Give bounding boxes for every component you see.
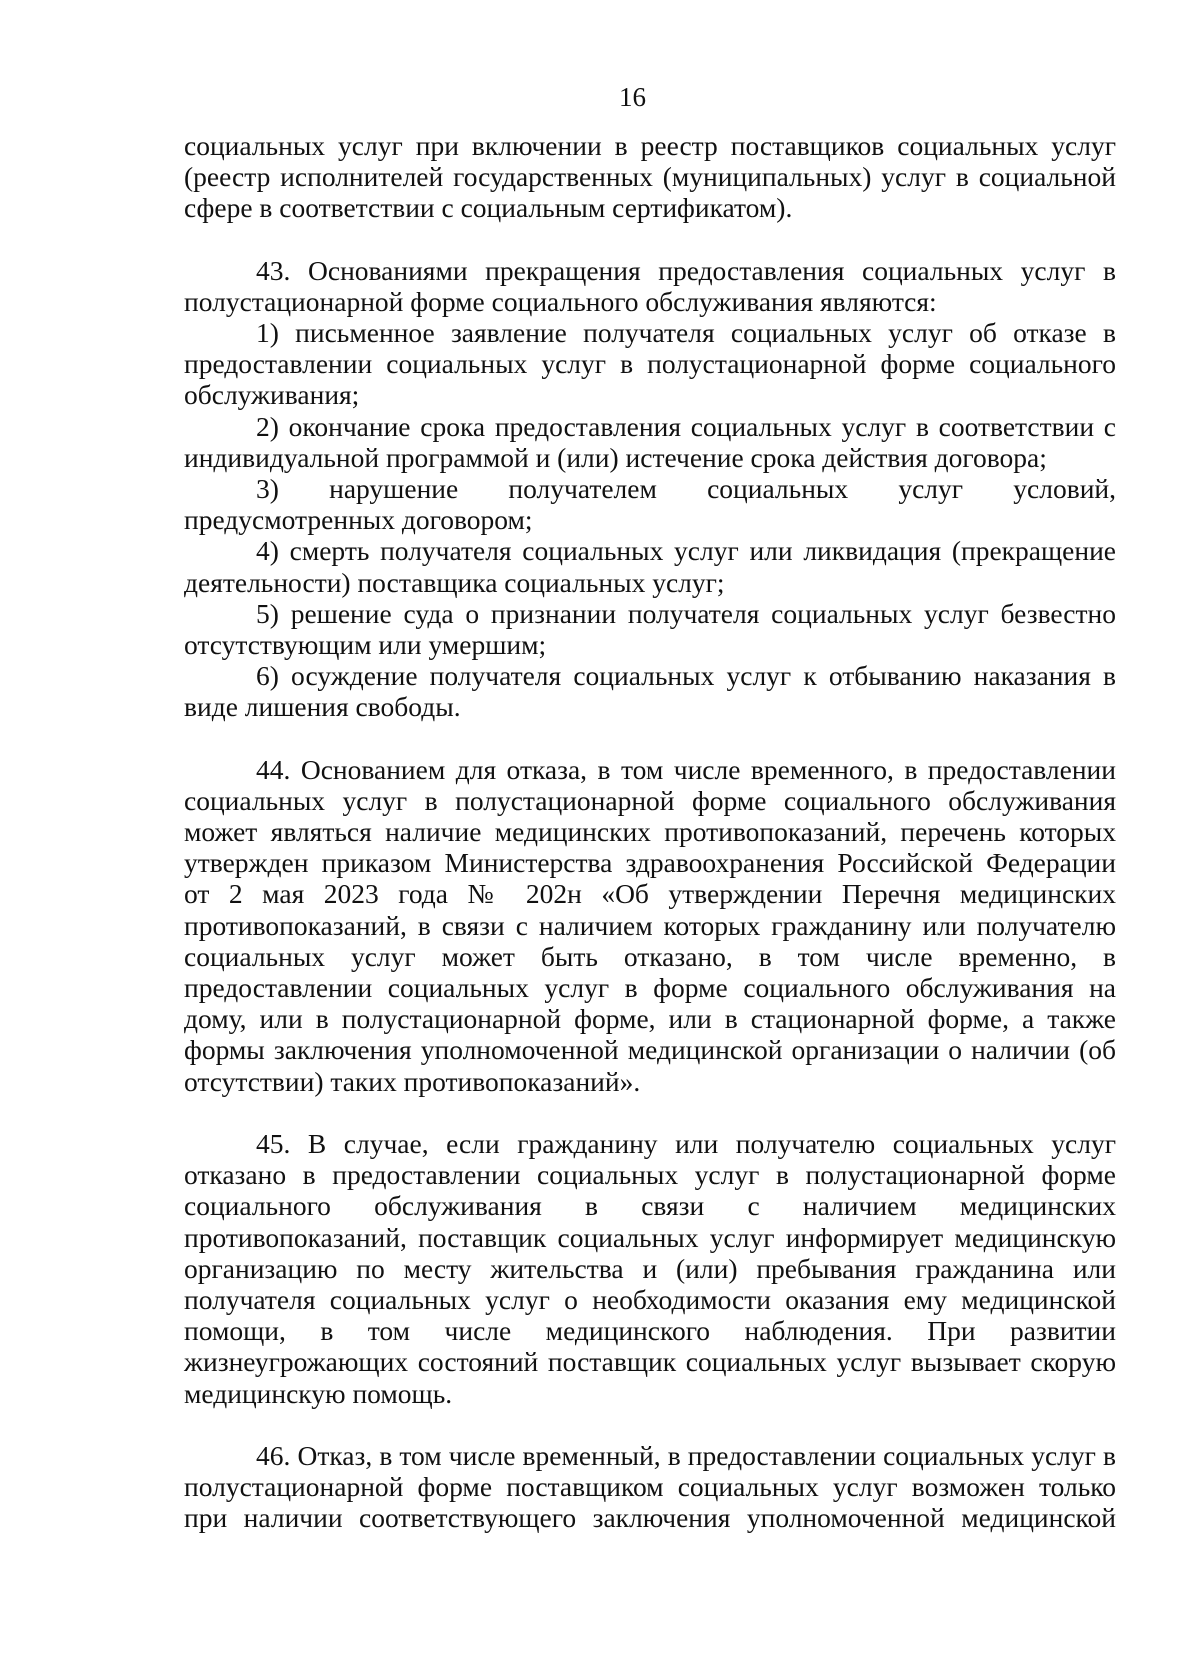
paragraph-intro-continuation: социальных услуг при включении в реестр поставщиков социальных услуг (реестр исполнителей государственных (муниципальных) услуг в социальной сфере в соответствии с социальным сертификатом). bbox=[184, 130, 1116, 224]
paragraph-43-item-5: 5) решение суда о признании получателя социальных услуг безвестно отсутствующим или умершим; bbox=[184, 597, 1116, 661]
paragraph-46: 46. Отказ, в том числе временный, в предоставлении социальных услуг в полустационарной форме поставщиком социальных услуг возможен только при наличии соответствующего заключения уполномоченной медицинской bbox=[184, 1439, 1116, 1534]
paragraph-44: 44. Основанием для отказа, в том числе временного, в предоставлении социальных услуг в полустационарной форме социального обслуживания может являться наличие медицинских противопоказаний, перечень которых утвержден приказом Министерства здравоохранения Российской Федерации от 2 мая 2023 года № 202н «Об утверждении Перечня медицинских противопоказаний, в связи с наличием которых гражданину или получателю социальных услуг может быть отказано, в том числе временно, в предоставлении социальных услуг в форме социального обслуживания на дому, или в полустационарной форме, или в стационарной форме, а также формы заключения уполномоченной медицинской организации о наличии (об отсутствии) таких противопоказаний». bbox=[184, 753, 1116, 1097]
page-number: 16 bbox=[619, 82, 646, 112]
paragraph-43: 43. Основаниями прекращения предоставления социальных услуг в полустационарной форме социального обслуживания являются: bbox=[184, 254, 1116, 317]
paragraph-45: 45. В случае, если гражданину или получателю социальных услуг отказано в предоставлении социальных услуг в полустационарной форме социального обслуживания в связи с наличием медицинских противопоказаний, поставщик социальных услуг информирует медицинскую организацию по месту жительства и (или) пребывания гражданина или получателя социальных услуг о необходимости оказания ему медицинской помощи, в том числе медицинского наблюдения. При развитии жизнеугрожающих состояний поставщик социальных услуг вызывает скорую медицинскую помощь. bbox=[184, 1127, 1116, 1409]
paragraph-43-item-3: 3) нарушение получателем социальных услуг условий, предусмотренных договором; bbox=[184, 473, 1116, 536]
paragraph-43-item-2: 2) окончание срока предоставления социальных услуг в соответствии с индивидуальной программой и (или) истечение срока действия договора; bbox=[184, 410, 1116, 473]
paragraph-43-item-1: 1) письменное заявление получателя социальных услуг об отказе в предоставлении социальных услуг в полустационарной форме социального обслуживания; bbox=[184, 317, 1116, 411]
paragraph-43-item-6: 6) осуждение получателя социальных услуг к отбыванию наказания в виде лишения свободы. bbox=[184, 660, 1116, 723]
document-body bbox=[184, 130, 1116, 1533]
paragraph-43-item-4: 4) смерть получателя социальных услуг или ликвидация (прекращение деятельности) поставщика социальных услуг; bbox=[184, 535, 1116, 598]
